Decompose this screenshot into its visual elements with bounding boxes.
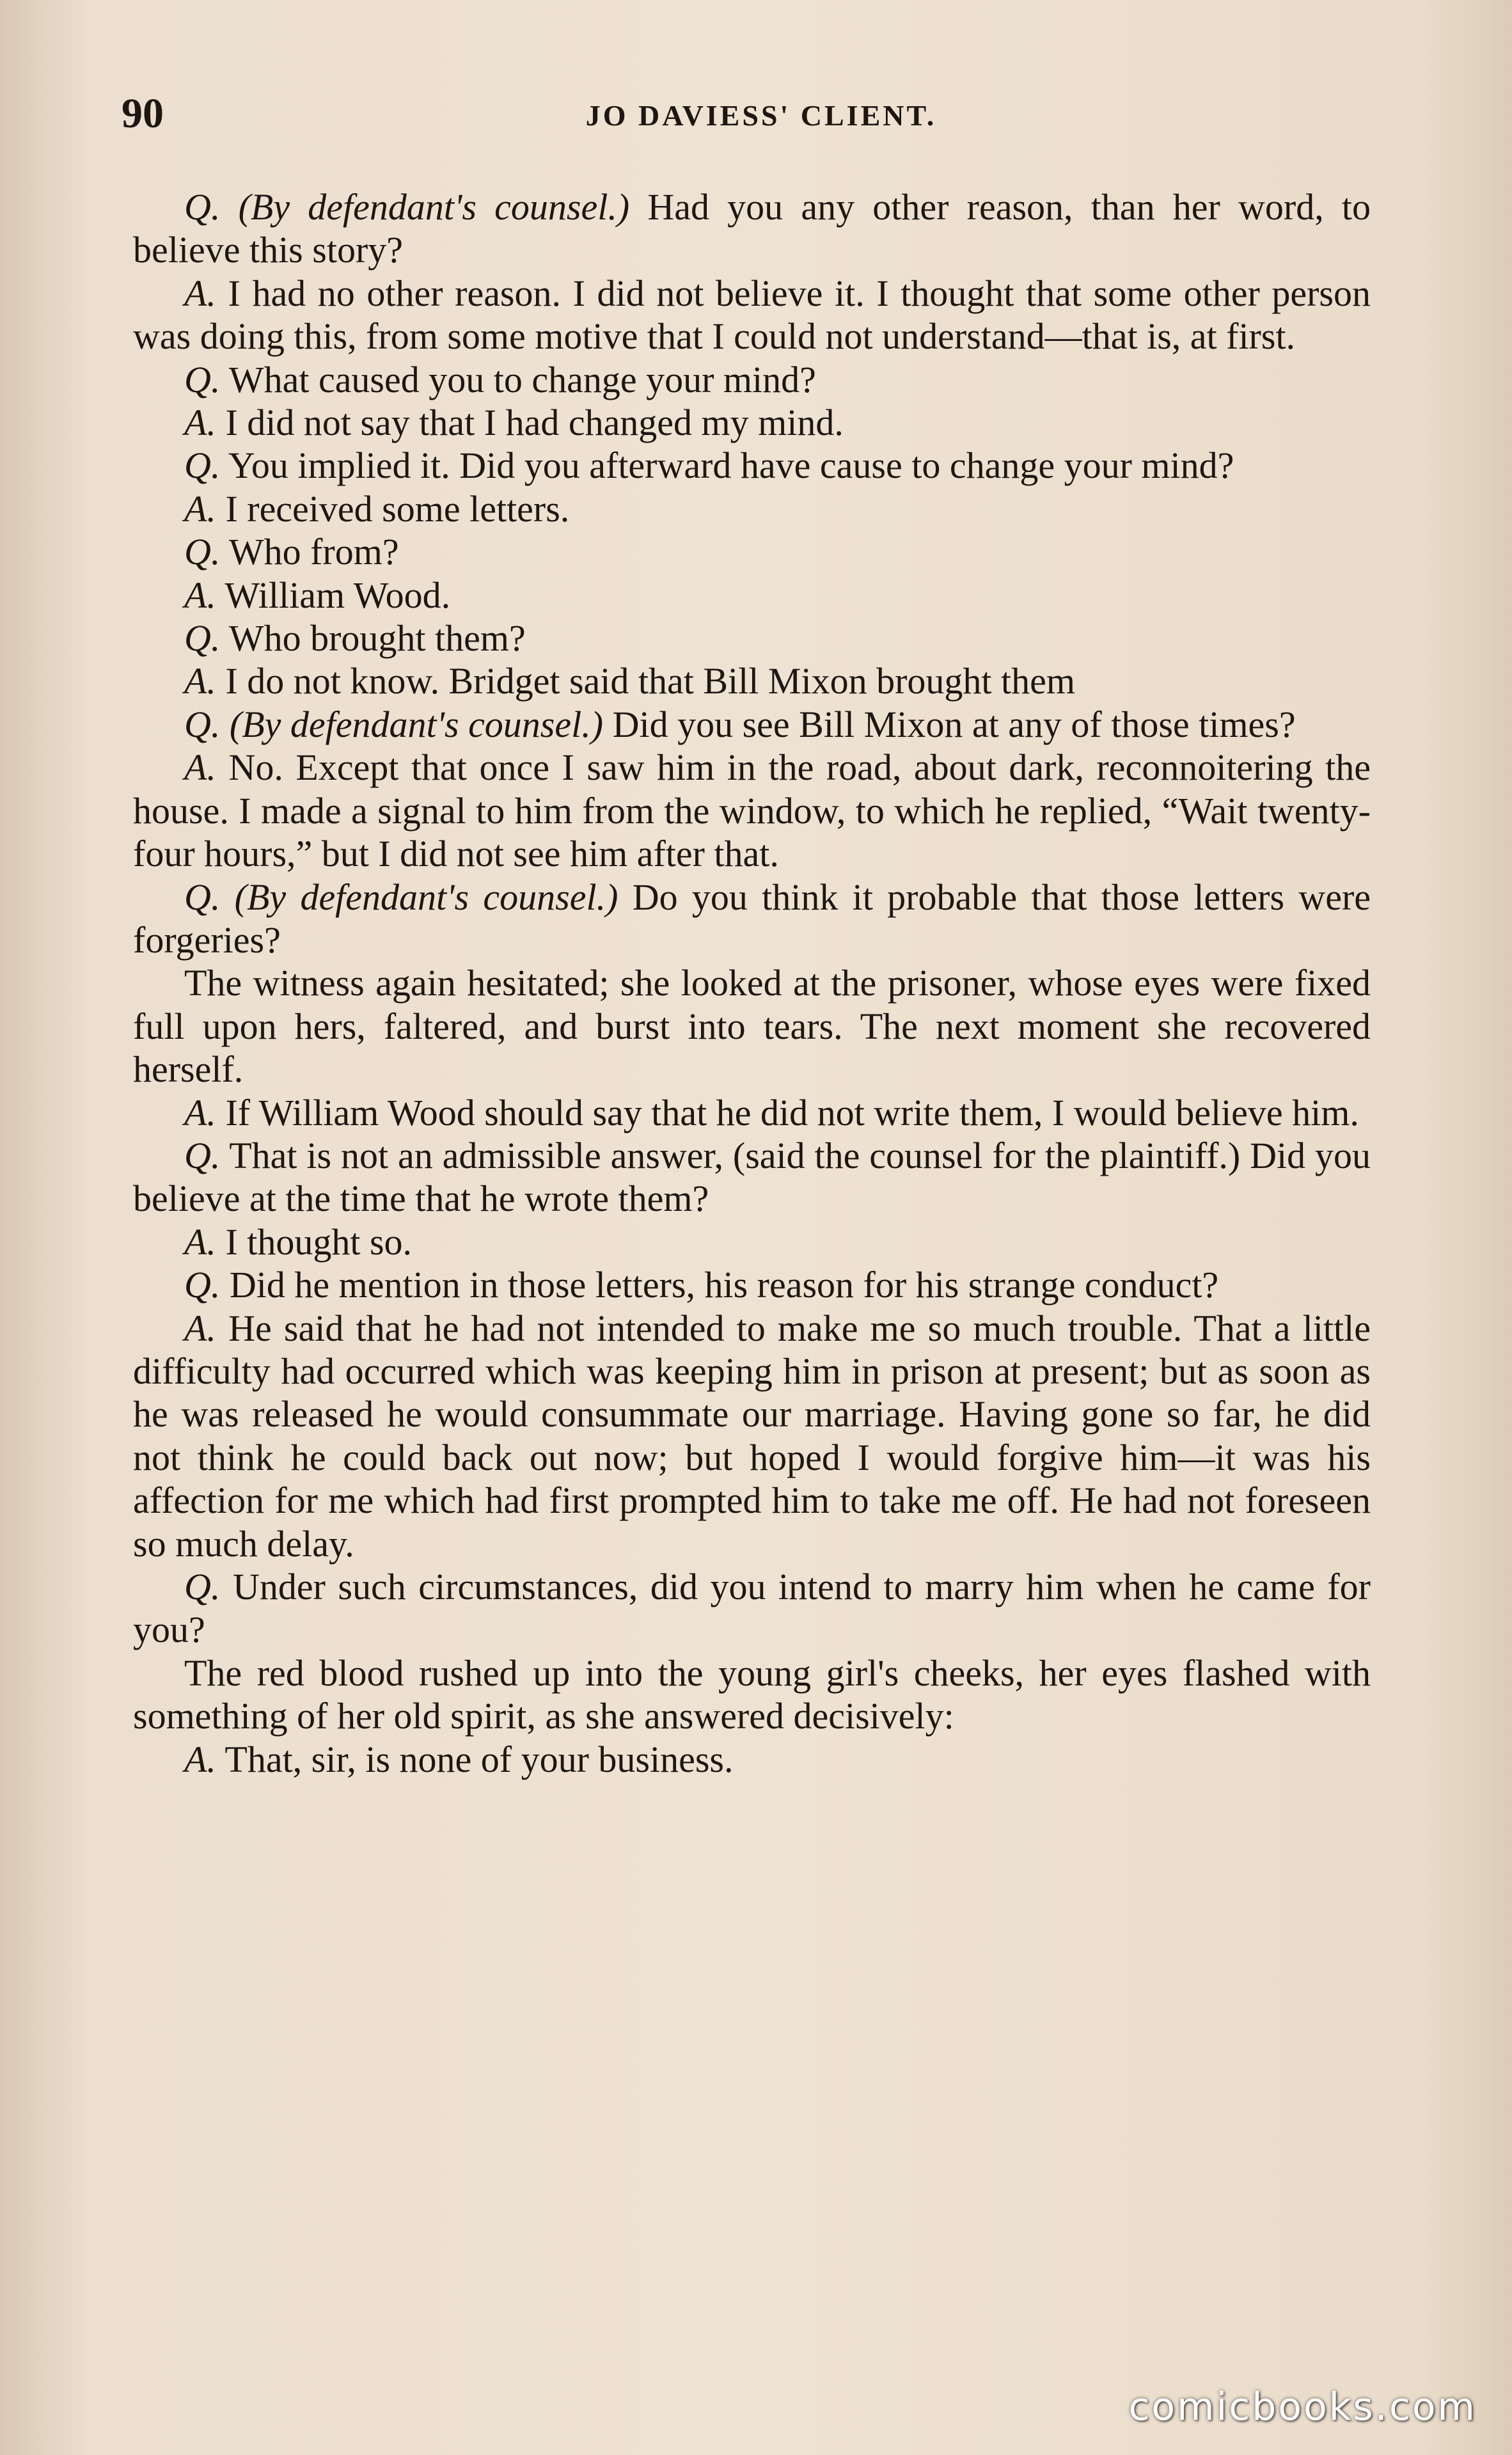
paragraph-text: That, sir, is none of your business.	[224, 1738, 734, 1780]
paragraph	[133, 703, 1371, 746]
paragraph-text: He said that he had not intended to make me so much trouble. That a little difficulty had occurred which was keeping him in prison at present; but as soon as he was released he would consummate our marriage. Having gone so far, he did not think he could back out now; but hoped I would forgive him—it was his affection for me which had first prompted him to take me off. He had not foreseen so much delay.	[133, 1307, 1371, 1565]
speaker-label: Q.	[184, 186, 221, 228]
speaker-label: A.	[184, 574, 216, 616]
paragraph	[133, 876, 1371, 962]
paragraph-text: The witness again hesitated; she looked at the prisoner, whose eyes were fixed full upon hers, faltered, and burst into tears. The next moment she recovered herself.	[133, 962, 1371, 1091]
speaker-label: A.	[184, 1738, 216, 1780]
paragraph	[133, 1738, 1371, 1781]
speaker-label: Q.	[184, 358, 221, 400]
paragraph-text: I did not say that I had changed my mind.	[225, 402, 844, 444]
paragraph-text: Who from?	[228, 531, 399, 573]
paragraph	[133, 401, 1371, 444]
speaker-label: Q.	[184, 876, 221, 918]
speaker-label: Q.	[184, 1566, 221, 1607]
counsel-note: (By defendant's counsel.)	[238, 186, 630, 228]
paragraph	[133, 1652, 1371, 1738]
paragraph	[133, 358, 1371, 401]
paragraph	[133, 659, 1371, 702]
paragraph-text: What caused you to change your mind?	[228, 358, 816, 400]
paragraph	[133, 574, 1371, 617]
speaker-label: A.	[184, 1307, 216, 1349]
paragraph-text: Had you any other reason, than her word, to believe this story?	[133, 186, 1371, 271]
speaker-label: A.	[184, 487, 216, 530]
running-head: JO DAVIESS' CLIENT.	[585, 99, 937, 132]
paragraph-text: That is not an admissible answer, (said the counsel for the plaintiff.) Did you believe at the time that he wrote them?	[133, 1134, 1371, 1220]
paragraph-text: William Wood.	[224, 574, 451, 616]
paragraph-text: Under such circumstances, did you intend to marry him when he came for you?	[133, 1566, 1371, 1651]
paragraph-text: I received some letters.	[225, 487, 570, 530]
paragraph-text: You implied it. Did you afterward have cause to change your mind?	[228, 445, 1234, 487]
paragraph	[133, 1091, 1371, 1134]
paragraph	[133, 1565, 1371, 1652]
body-text	[133, 186, 1371, 1781]
paragraph	[133, 186, 1371, 272]
speaker-label: A.	[184, 272, 216, 314]
speaker-label: A.	[184, 1220, 216, 1263]
paragraph	[133, 1307, 1371, 1565]
watermark: comicbooks.com	[1128, 2385, 1477, 2429]
paragraph	[133, 961, 1371, 1091]
paragraph-text: Who brought them?	[228, 617, 526, 659]
paragraph	[133, 1220, 1371, 1263]
paragraph-text: Did you see Bill Mixon at any of those times?	[612, 703, 1296, 745]
speaker-label: Q.	[184, 1264, 221, 1306]
paragraph	[133, 530, 1371, 573]
speaker-label: A.	[184, 746, 216, 789]
speaker-label: A.	[184, 660, 216, 702]
paragraph-text: Did he mention in those letters, his reason for his strange conduct?	[229, 1264, 1219, 1306]
speaker-label: Q.	[184, 703, 221, 745]
paragraph	[133, 272, 1371, 358]
paragraph-text: I thought so.	[225, 1220, 413, 1263]
speaker-label: A.	[184, 1091, 216, 1133]
paragraph-text: The red blood rushed up into the young girl's cheeks, her eyes flashed with something of her old spirit, as she answered decisively:	[133, 1652, 1371, 1737]
page-number: 90	[122, 90, 164, 137]
page-header	[122, 90, 1401, 147]
paragraph-text: I do not know. Bridget said that Bill Mixon brought them	[225, 660, 1075, 702]
speaker-label: A.	[184, 402, 216, 444]
speaker-label: Q.	[184, 531, 221, 573]
speaker-label: Q.	[184, 445, 221, 487]
counsel-note: (By defendant's counsel.)	[234, 876, 618, 918]
counsel-note: (By defendant's counsel.)	[229, 703, 604, 745]
paragraph-text: No. Except that once I saw him in the road, about dark, reconnoitering the house. I made a signal to him from the window, to which he replied, “Wait twenty-four hours,” but I did not see him after that.	[133, 746, 1371, 875]
speaker-label: Q.	[184, 617, 221, 659]
speaker-label: Q.	[184, 1134, 221, 1176]
paragraph-text: If William Wood should say that he did not write them, I would believe him.	[225, 1091, 1359, 1133]
paragraph-text: Do you think it probable that those letters were forgeries?	[133, 876, 1371, 961]
paragraph	[133, 746, 1371, 875]
paragraph-text: I had no other reason. I did not believe it. I thought that some other person was doing this, from some motive that I could not understand—that is, at first.	[133, 272, 1371, 358]
paragraph	[133, 444, 1371, 487]
paragraph	[133, 487, 1371, 530]
paragraph	[133, 617, 1371, 659]
paragraph	[133, 1263, 1371, 1306]
paragraph	[133, 1134, 1371, 1220]
